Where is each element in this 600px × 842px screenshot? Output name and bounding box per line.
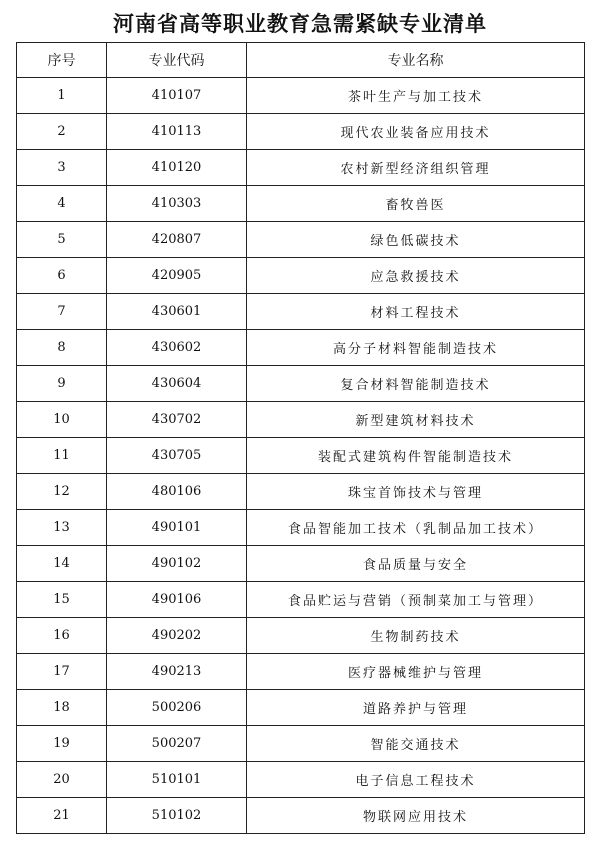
serial-number-cell: 4 xyxy=(17,186,107,222)
major-name-cell: 新型建筑材料技术 xyxy=(247,402,585,438)
serial-number-cell: 15 xyxy=(17,582,107,618)
major-name-cell: 复合材料智能制造技术 xyxy=(247,366,585,402)
major-name-cell: 现代农业装备应用技术 xyxy=(247,114,585,150)
major-name-cell: 食品贮运与营销（预制菜加工与管理） xyxy=(247,582,585,618)
serial-number-cell: 12 xyxy=(17,474,107,510)
major-code-cell: 510102 xyxy=(107,798,247,834)
table-row xyxy=(17,294,585,330)
major-code-cell: 490106 xyxy=(107,582,247,618)
table-row xyxy=(17,510,585,546)
serial-number-cell: 14 xyxy=(17,546,107,582)
major-code-cell: 410120 xyxy=(107,150,247,186)
table-row xyxy=(17,186,585,222)
table-row xyxy=(17,798,585,834)
header-major-name: 专业名称 xyxy=(247,43,585,78)
serial-number-cell: 7 xyxy=(17,294,107,330)
major-name-cell: 农村新型经济组织管理 xyxy=(247,150,585,186)
serial-number-cell: 17 xyxy=(17,654,107,690)
major-name-cell: 绿色低碳技术 xyxy=(247,222,585,258)
major-name-cell: 电子信息工程技术 xyxy=(247,762,585,798)
serial-number-cell: 20 xyxy=(17,762,107,798)
major-name-cell: 生物制药技术 xyxy=(247,618,585,654)
major-code-cell: 420807 xyxy=(107,222,247,258)
major-name-cell: 装配式建筑构件智能制造技术 xyxy=(247,438,585,474)
major-code-cell: 430702 xyxy=(107,402,247,438)
table-row xyxy=(17,654,585,690)
major-code-cell: 410113 xyxy=(107,114,247,150)
serial-number-cell: 5 xyxy=(17,222,107,258)
serial-number-cell: 10 xyxy=(17,402,107,438)
major-name-cell: 道路养护与管理 xyxy=(247,690,585,726)
table-row xyxy=(17,150,585,186)
serial-number-cell: 16 xyxy=(17,618,107,654)
serial-number-cell: 9 xyxy=(17,366,107,402)
majors-table xyxy=(16,42,585,834)
major-code-cell: 510101 xyxy=(107,762,247,798)
table-row xyxy=(17,366,585,402)
table-row xyxy=(17,330,585,366)
major-name-cell: 食品质量与安全 xyxy=(247,546,585,582)
serial-number-cell: 1 xyxy=(17,78,107,114)
serial-number-cell: 19 xyxy=(17,726,107,762)
major-code-cell: 490101 xyxy=(107,510,247,546)
serial-number-cell: 3 xyxy=(17,150,107,186)
major-name-cell: 材料工程技术 xyxy=(247,294,585,330)
table-row xyxy=(17,222,585,258)
serial-number-cell: 2 xyxy=(17,114,107,150)
major-code-cell: 430602 xyxy=(107,330,247,366)
major-name-cell: 畜牧兽医 xyxy=(247,186,585,222)
major-code-cell: 430604 xyxy=(107,366,247,402)
major-code-cell: 420905 xyxy=(107,258,247,294)
serial-number-cell: 6 xyxy=(17,258,107,294)
major-code-cell: 490202 xyxy=(107,618,247,654)
serial-number-cell: 11 xyxy=(17,438,107,474)
major-code-cell: 490213 xyxy=(107,654,247,690)
major-name-cell: 智能交通技术 xyxy=(247,726,585,762)
table-row xyxy=(17,618,585,654)
major-name-cell: 医疗器械维护与管理 xyxy=(247,654,585,690)
major-code-cell: 500206 xyxy=(107,690,247,726)
major-code-cell: 430705 xyxy=(107,438,247,474)
major-name-cell: 高分子材料智能制造技术 xyxy=(247,330,585,366)
table-header-row xyxy=(17,43,585,78)
serial-number-cell: 8 xyxy=(17,330,107,366)
major-code-cell: 410107 xyxy=(107,78,247,114)
page-title: 河南省高等职业教育急需紧缺专业清单 xyxy=(113,12,487,36)
table-body xyxy=(17,78,585,834)
major-name-cell: 食品智能加工技术（乳制品加工技术） xyxy=(247,510,585,546)
table-row xyxy=(17,726,585,762)
table-row xyxy=(17,546,585,582)
major-name-cell: 应急救援技术 xyxy=(247,258,585,294)
table-row xyxy=(17,438,585,474)
table-row xyxy=(17,690,585,726)
table-row xyxy=(17,402,585,438)
table-row xyxy=(17,258,585,294)
table-row xyxy=(17,474,585,510)
major-code-cell: 480106 xyxy=(107,474,247,510)
serial-number-cell: 18 xyxy=(17,690,107,726)
major-code-cell: 500207 xyxy=(107,726,247,762)
serial-number-cell: 13 xyxy=(17,510,107,546)
major-code-cell: 410303 xyxy=(107,186,247,222)
table-row xyxy=(17,762,585,798)
header-major-code: 专业代码 xyxy=(107,43,247,78)
table-row xyxy=(17,78,585,114)
serial-number-cell: 21 xyxy=(17,798,107,834)
major-name-cell: 物联网应用技术 xyxy=(247,798,585,834)
major-code-cell: 490102 xyxy=(107,546,247,582)
table-row xyxy=(17,582,585,618)
major-code-cell: 430601 xyxy=(107,294,247,330)
major-name-cell: 茶叶生产与加工技术 xyxy=(247,78,585,114)
header-serial-number: 序号 xyxy=(17,43,107,78)
major-name-cell: 珠宝首饰技术与管理 xyxy=(247,474,585,510)
table-row xyxy=(17,114,585,150)
